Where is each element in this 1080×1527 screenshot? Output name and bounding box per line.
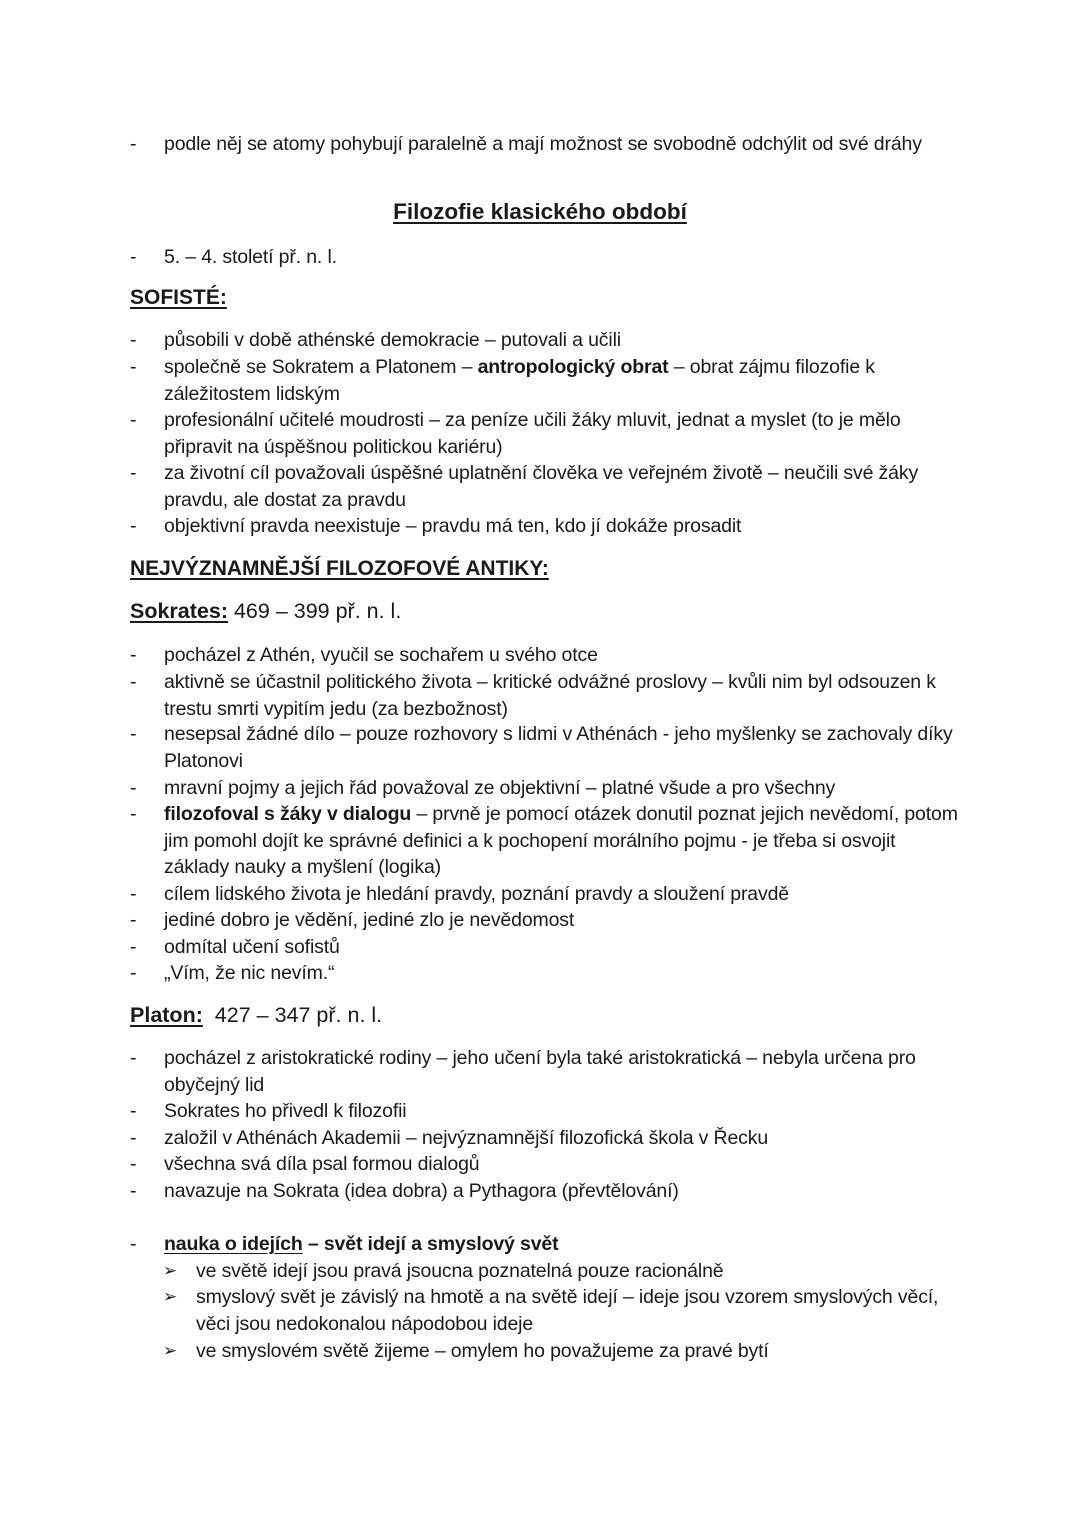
sofiste-item: - společně se Sokratem a Platonem – antropologický obrat – obrat zájmu filozofie k záležitostem lidským [130, 356, 875, 405]
heading-platon: Platon: 427 – 347 př. n. l. [130, 1003, 383, 1027]
sokrates-item: - „Vím, že nic nevím.“ [130, 962, 335, 984]
sokrates-item: - filozofoval s žáky v dialogu – prvně je pomocí otázek donutil poznat jejich nevědomí, potom jim pomohl dojít ke správné definici a k pochopení morálního pojmu - je třeba si osvojit základy nauky a myšlení (logika) [130, 803, 958, 878]
arrow-bullet-icon: ➢ [163, 1341, 178, 1360]
section-title: Filozofie klasického období [393, 199, 687, 224]
emphasis: antropologický obrat [477, 356, 669, 378]
arrow-bullet-icon: ➢ [163, 1287, 178, 1306]
sokrates-item: - cílem lidského života je hledání pravdy, poznání pravdy a sloužení pravdě [130, 883, 789, 905]
sofiste-item: - za životní cíl považovali úspěšné uplatnění člověka ve veřejném životě – neučili své žáky pravdu, ale dostat za pravdu [130, 462, 919, 511]
sokrates-item: - odmítal učení sofistů [130, 936, 340, 958]
sokrates-item: - nesepsal žádné dílo – pouze rozhovory s lidmi v Athénách - jeho myšlenky se zachovaly díky Platonovi [130, 723, 953, 772]
sokrates-item: - mravní pojmy a jejich řád považoval ze objektivní – platné všude a pro všechny [130, 777, 836, 799]
platon-item: - navazuje na Sokrata (idea dobra) a Pythagora (převtělování) [130, 1180, 679, 1202]
ideas-sub-item: ➢ ve světě idejí jsou pravá jsoucna poznatelná pouze racionálně [163, 1258, 963, 1285]
heading-sofiste: SOFISTÉ: [130, 286, 227, 309]
sokrates-item: - pocházel z Athén, vyučil se sochařem u svého otce [130, 644, 598, 666]
sokrates-item: - jediné dobro je vědění, jediné zlo je nevědomost [130, 909, 575, 931]
sofiste-item: - působili v době athénské demokracie – putovali a učili [130, 329, 621, 351]
heading-sokrates: Sokrates: 469 – 399 př. n. l. [130, 599, 402, 623]
emphasis: filozofoval s žáky v dialogu [164, 803, 412, 825]
ideas-sub-item: ➢ smyslový svět je závislý na hmotě a na světě idejí – ideje jsou vzorem smyslových věcí, věci jsou nedokonalou nápodobou ideje [163, 1286, 939, 1335]
sokrates-item: - aktivně se účastnil politického života – kritické odvážné proslovy – kvůli nim byl odsouzen k trestu smrti vypitím jedu (za bezbožnost) [130, 671, 936, 720]
platon-item: - Sokrates ho přivedl k filozofii [130, 1100, 407, 1122]
platon-item: - všechna svá díla psal formou dialogů [130, 1153, 480, 1175]
platon-item: - založil v Athénách Akademii – nejvýznamnější filozofická škola v Řecku [130, 1127, 769, 1149]
platon-ideas-item: - nauka o idejích – svět idejí a smyslový svět [130, 1233, 559, 1255]
sofiste-item: - objektivní pravda neexistuje – pravdu má ten, kdo jí dokáže prosadit [130, 515, 742, 537]
underlined-term: nauka o idejích [164, 1233, 303, 1255]
platon-item: - pocházel z aristokratické rodiny – jeho učení byla také aristokratická – nebyla určena pro obyčejný lid [130, 1047, 916, 1096]
bullet-dash: - [130, 133, 137, 155]
bullet-intro: - podle něj se atomy pohybují paralelně a mají možnost se svobodně odchýlit od své dráhy [130, 131, 960, 158]
sofiste-item: - profesionální učitelé moudrosti – za peníze učili žáky mluvit, jednat a myslet (to je mělo připravit na úspěšnou politickou kariéru) [130, 409, 901, 458]
arrow-bullet-icon: ➢ [163, 1261, 178, 1280]
heading-philosophers: NEJVÝZNAMNĚJŠÍ FILOZOFOVÉ ANTIKY: [130, 557, 549, 580]
ideas-sub-item: ➢ ve smyslovém světě žijeme – omylem ho považujeme za pravé bytí [163, 1338, 963, 1365]
bullet-period: - 5. – 4. století př. n. l. [130, 246, 337, 268]
